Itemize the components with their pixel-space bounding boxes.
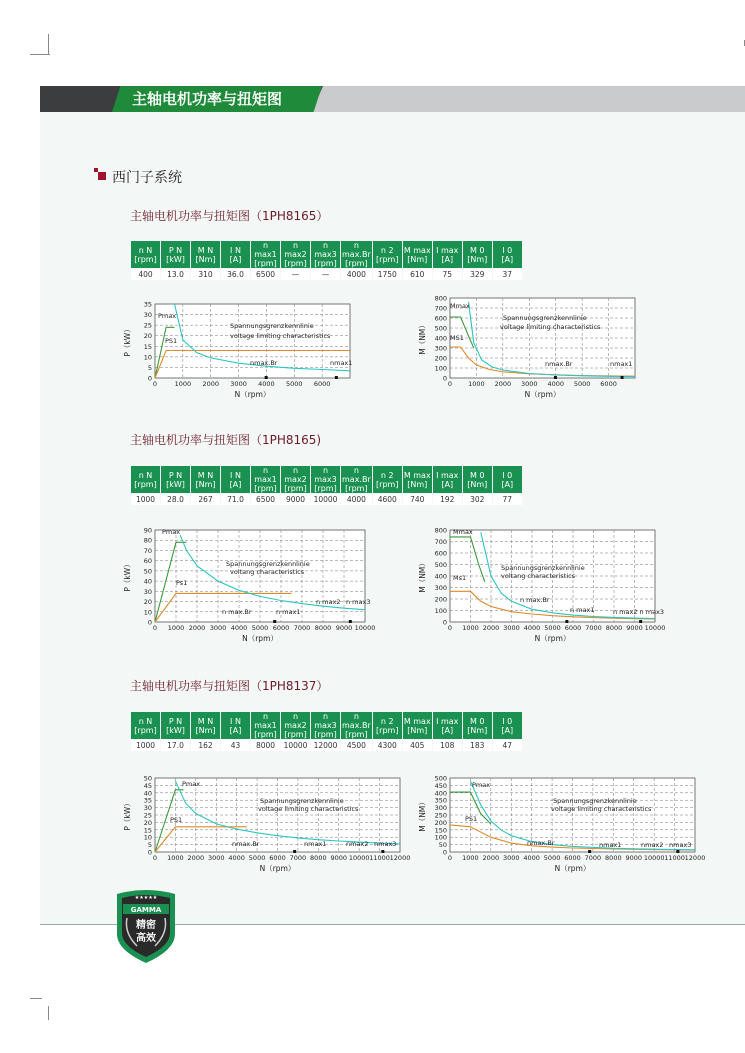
y-tick-label: 100 bbox=[434, 607, 447, 615]
x-axis-label: N（rpm） bbox=[242, 634, 278, 643]
x-tick-label: 0 bbox=[447, 380, 453, 388]
y-tick-label: 5 bbox=[147, 841, 152, 850]
speed-marker bbox=[293, 850, 296, 853]
speed-marker bbox=[639, 620, 642, 623]
spec-value-cell: 1750 bbox=[372, 269, 402, 281]
x-tick-label: 12000 bbox=[684, 854, 705, 862]
y-tick-label: 300 bbox=[434, 344, 447, 353]
x-axis-label: N（rpm） bbox=[534, 634, 571, 643]
x-tick-label: 8000 bbox=[314, 624, 332, 632]
spec-table bbox=[130, 711, 523, 752]
spec-header-cell: I max [A] bbox=[432, 712, 462, 740]
y-tick-label: 50 bbox=[143, 774, 152, 783]
x-tick-label: 3000 bbox=[209, 624, 227, 632]
y-tick-label: 30 bbox=[143, 804, 152, 813]
x-tick-label: 7000 bbox=[584, 854, 602, 862]
speed-marker bbox=[621, 376, 624, 379]
chart-annotation: Spannungsgrenzkennlinie bbox=[553, 797, 637, 805]
chart-annotation: Mmax bbox=[450, 302, 470, 310]
x-tick-label: 9000 bbox=[626, 624, 643, 632]
spec-header-cell: M N [Nm] bbox=[191, 466, 221, 494]
y-tick-label: 70 bbox=[143, 546, 152, 555]
x-tick-label: 10000 bbox=[643, 854, 665, 862]
x-tick-label: 6000 bbox=[269, 854, 286, 862]
crop-mark bbox=[30, 998, 42, 999]
spec-value-cell: 4000 bbox=[341, 494, 373, 506]
y-tick-label: 35 bbox=[143, 796, 152, 805]
spec-header-cell: M 0 [Nm] bbox=[462, 241, 492, 269]
spec-value-cell: 405 bbox=[402, 740, 432, 752]
x-tick-label: 4000 bbox=[547, 380, 564, 388]
chart-annotation: voltage limiting characteristics bbox=[258, 805, 359, 813]
spec-header-cell: n 2 [rpm] bbox=[372, 712, 402, 740]
x-tick-label: 11000 bbox=[369, 854, 390, 862]
torque-chart bbox=[415, 770, 705, 874]
x-axis-label: N（rpm） bbox=[259, 864, 296, 873]
speed-marker bbox=[554, 376, 557, 379]
spec-header-cell: n N [rpm] bbox=[131, 466, 161, 494]
crop-mark bbox=[30, 54, 50, 55]
chart-annotation: Pmax bbox=[182, 780, 201, 788]
spec-value-cell: 108 bbox=[432, 740, 462, 752]
x-tick-label: 7000 bbox=[585, 624, 602, 632]
x-tick-label: 5000 bbox=[543, 854, 561, 862]
x-tick-label: 6000 bbox=[272, 624, 290, 632]
spec-value-cell: 1000 bbox=[131, 740, 161, 752]
x-tick-label: 0 bbox=[152, 624, 158, 632]
spec-table bbox=[130, 240, 523, 281]
chart-annotation: Spannungsgrenzkennlinie bbox=[260, 797, 344, 805]
x-tick-label: 3000 bbox=[207, 854, 225, 862]
y-tick-label: 200 bbox=[434, 354, 447, 363]
spec-value-cell: 162 bbox=[191, 740, 221, 752]
spec-value-cell: 75 bbox=[432, 269, 462, 281]
chart-annotation: n max2 bbox=[316, 598, 341, 606]
chart-annotation: Mmax bbox=[453, 528, 473, 536]
spec-header-cell: n 2 [rpm] bbox=[372, 466, 402, 494]
spec-value-cell: 36.0 bbox=[221, 269, 251, 281]
x-tick-label: 6000 bbox=[564, 624, 582, 632]
y-tick-label: 700 bbox=[434, 304, 447, 313]
x-tick-label: 8000 bbox=[310, 854, 327, 862]
y-tick-label: 300 bbox=[434, 804, 447, 813]
spec-header-cell: n 2 [rpm] bbox=[372, 241, 402, 269]
spec-value-cell: 610 bbox=[402, 269, 432, 281]
y-axis-label: M（NM） bbox=[418, 321, 427, 355]
y-tick-label: 400 bbox=[434, 789, 447, 798]
spec-value-cell: 10000 bbox=[311, 494, 341, 506]
x-tick-label: 1000 bbox=[462, 624, 479, 632]
x-tick-label: 2000 bbox=[188, 624, 206, 632]
spec-value-cell: — bbox=[311, 269, 341, 281]
spec-header-cell: M 0 [Nm] bbox=[462, 466, 492, 494]
chart-annotation: voltang characteristics bbox=[230, 568, 305, 576]
x-tick-label: 9000 bbox=[330, 854, 348, 862]
y-tick-label: 60 bbox=[143, 557, 152, 566]
spec-value-cell: 17.0 bbox=[161, 740, 191, 752]
y-tick-label: 800 bbox=[434, 526, 447, 535]
y-tick-label: 40 bbox=[143, 577, 152, 586]
x-tick-label: 0 bbox=[447, 854, 453, 862]
y-tick-label: 500 bbox=[434, 561, 447, 569]
y-tick-label: 0 bbox=[147, 374, 152, 383]
chart-annotation: voltage limiting characteristics bbox=[500, 323, 601, 331]
chart-annotation: nmax3 bbox=[374, 840, 397, 848]
x-tick-label: 4000 bbox=[230, 624, 248, 632]
chart-annotation: Ms1 bbox=[453, 574, 467, 582]
chart-annotation: n max3 bbox=[346, 598, 371, 606]
x-tick-label: 5000 bbox=[248, 854, 266, 862]
spec-value-cell: 310 bbox=[191, 269, 221, 281]
y-tick-label: 400 bbox=[434, 572, 447, 581]
y-tick-label: 5 bbox=[147, 363, 152, 372]
spec-header-cell: n N [rpm] bbox=[131, 712, 161, 740]
spec-header-cell: I N [A] bbox=[221, 241, 251, 269]
y-tick-label: 10 bbox=[143, 833, 152, 842]
spec-header-cell: I 0 [A] bbox=[492, 466, 522, 494]
x-tick-label: 0 bbox=[152, 380, 158, 388]
y-axis-label: P（kW） bbox=[123, 560, 132, 592]
y-tick-label: 0 bbox=[147, 848, 152, 857]
x-tick-label: 7000 bbox=[293, 624, 311, 632]
spec-value-cell: 267 bbox=[191, 494, 221, 506]
y-tick-label: 400 bbox=[434, 334, 447, 343]
spec-header-cell: n max1 [rpm] bbox=[251, 466, 281, 494]
spec-value-cell: — bbox=[281, 269, 311, 281]
chart-annotation: nmax2 bbox=[346, 840, 369, 848]
x-axis-label: N（rpm） bbox=[234, 390, 271, 399]
spec-value-cell: 37 bbox=[492, 269, 522, 281]
torque-chart bbox=[415, 522, 665, 644]
x-tick-label: 10000 bbox=[348, 854, 370, 862]
chart-annotation: Spannungsgrenzkennlinie bbox=[226, 560, 310, 568]
speed-marker bbox=[565, 620, 568, 623]
chart-annotation: Pmax bbox=[162, 528, 181, 536]
spec-value-cell: 4600 bbox=[372, 494, 402, 506]
chart-annotation: nmax1 bbox=[304, 840, 327, 848]
spec-header-cell: n max2 [rpm] bbox=[281, 712, 311, 740]
chart-annotation: voltage limiting characteristics bbox=[551, 805, 652, 813]
x-tick-label: 2000 bbox=[202, 380, 219, 388]
y-tick-label: 10 bbox=[143, 353, 152, 362]
chart-annotation: nmax2 bbox=[641, 841, 664, 849]
y-tick-label: 20 bbox=[143, 598, 152, 607]
spec-header-cell: I 0 [A] bbox=[492, 712, 522, 740]
spec-value-cell: 71.0 bbox=[221, 494, 251, 506]
chart-annotation: n max1 bbox=[570, 606, 595, 614]
y-tick-label: 0 bbox=[442, 618, 447, 627]
chart-annotation: PS1 bbox=[170, 816, 183, 824]
badge-line2: 高效 bbox=[136, 933, 156, 944]
x-tick-label: 5000 bbox=[286, 380, 303, 388]
y-tick-label: 80 bbox=[143, 536, 152, 545]
spec-value-cell: 6500 bbox=[251, 494, 281, 506]
chart-annotation: nmax.Br bbox=[250, 359, 278, 367]
x-tick-label: 1000 bbox=[468, 380, 485, 388]
y-tick-label: 0 bbox=[442, 848, 447, 857]
spec-table bbox=[130, 465, 523, 506]
x-tick-label: 8000 bbox=[605, 624, 623, 632]
spec-value-cell: 47 bbox=[492, 740, 522, 752]
x-tick-label: 4000 bbox=[523, 624, 541, 632]
x-tick-label: 12000 bbox=[389, 854, 410, 862]
spec-value-cell: 1000 bbox=[131, 494, 161, 506]
y-tick-label: 30 bbox=[143, 587, 152, 596]
y-axis-label: P（kW） bbox=[123, 799, 132, 831]
spec-header-cell: n max3 [rpm] bbox=[311, 241, 341, 269]
spec-header-cell: n max1 [rpm] bbox=[251, 712, 281, 740]
crop-mark bbox=[48, 34, 49, 54]
y-tick-label: 35 bbox=[143, 300, 152, 309]
spec-header-cell: P N [kW] bbox=[161, 466, 191, 494]
x-tick-label: 9000 bbox=[335, 624, 353, 632]
x-tick-label: 2000 bbox=[494, 380, 512, 388]
x-tick-label: 1000 bbox=[462, 854, 479, 862]
spec-header-cell: n N [rpm] bbox=[131, 241, 161, 269]
chart-annotation: Spannungsgrenzkennlinie bbox=[503, 314, 587, 322]
spec-value-cell: 28.0 bbox=[161, 494, 191, 506]
x-axis-label: N（rpm） bbox=[524, 390, 561, 399]
y-tick-label: 600 bbox=[434, 314, 447, 323]
spec-value-cell: 8000 bbox=[251, 740, 281, 752]
power-chart bbox=[120, 770, 410, 874]
chart-annotation: Spannungsgrenzkennlinie bbox=[230, 322, 314, 330]
chart-annotation: n max1 bbox=[276, 608, 301, 616]
speed-marker bbox=[676, 850, 679, 853]
x-tick-label: 9000 bbox=[625, 854, 643, 862]
spec-value-cell: 192 bbox=[432, 494, 462, 506]
y-tick-label: 15 bbox=[143, 342, 152, 351]
chart-annotation: n max.Br bbox=[222, 608, 252, 616]
chart-annotation: nmax1 bbox=[610, 360, 633, 368]
x-tick-label: 0 bbox=[152, 854, 158, 862]
spec-header-cell: M N [Nm] bbox=[191, 241, 221, 269]
spec-value-cell: 329 bbox=[462, 269, 492, 281]
y-tick-label: 250 bbox=[434, 811, 447, 820]
section-marker bbox=[98, 172, 106, 180]
x-tick-label: 4000 bbox=[228, 854, 245, 862]
x-tick-label: 1000 bbox=[167, 624, 185, 632]
x-tick-label: 5000 bbox=[544, 624, 561, 632]
power-chart bbox=[120, 296, 360, 400]
badge-line1: 精密 bbox=[136, 920, 156, 931]
chart-annotation: nmax.Br bbox=[232, 840, 260, 848]
spec-value-cell: 183 bbox=[462, 740, 492, 752]
y-tick-label: 90 bbox=[143, 526, 152, 535]
spec-header-cell: M max [Nm] bbox=[402, 712, 432, 740]
speed-marker bbox=[273, 620, 276, 623]
y-tick-label: 0 bbox=[442, 374, 447, 383]
y-tick-label: 500 bbox=[434, 324, 447, 333]
y-tick-label: 600 bbox=[434, 549, 447, 558]
y-tick-label: 10 bbox=[143, 608, 152, 617]
spec-header-cell: M max [Nm] bbox=[402, 241, 432, 269]
speed-marker bbox=[588, 850, 591, 853]
chart-annotation: nmax3 bbox=[669, 841, 692, 849]
y-tick-label: 40 bbox=[143, 789, 152, 798]
chart-annotation: PS1 bbox=[165, 337, 178, 345]
chart-annotation: voltage limiting characteristics bbox=[230, 332, 331, 340]
y-tick-label: 300 bbox=[434, 584, 447, 592]
spec-header-cell: n max1 [rpm] bbox=[251, 241, 281, 269]
spec-header-cell: P N [kW] bbox=[161, 241, 191, 269]
x-tick-label: 4000 bbox=[258, 380, 275, 388]
chart-annotation: voltang characteristics bbox=[501, 572, 576, 580]
chart-annotation: n max2 n max3 bbox=[613, 608, 665, 616]
y-tick-label: 150 bbox=[434, 826, 447, 835]
y-tick-label: 350 bbox=[434, 796, 447, 805]
section-title: 西门子系统 bbox=[112, 170, 182, 186]
crop-mark bbox=[48, 1006, 49, 1020]
spec-header-cell: n max3 [rpm] bbox=[311, 712, 341, 740]
x-tick-label: 5000 bbox=[251, 624, 269, 632]
y-tick-label: 450 bbox=[434, 781, 447, 790]
gamma-badge bbox=[115, 888, 177, 964]
y-tick-label: 700 bbox=[434, 538, 447, 546]
x-tick-label: 6000 bbox=[564, 854, 581, 862]
y-tick-label: 20 bbox=[143, 332, 152, 341]
x-tick-label: 3000 bbox=[502, 854, 520, 862]
spec-value-cell: 12000 bbox=[311, 740, 341, 752]
speed-marker bbox=[381, 850, 384, 853]
spec-value-cell: 400 bbox=[131, 269, 161, 281]
x-tick-label: 8000 bbox=[605, 854, 622, 862]
spec-header-cell: M max [Nm] bbox=[402, 466, 432, 494]
y-tick-label: 50 bbox=[143, 567, 152, 576]
speed-marker bbox=[349, 620, 352, 623]
spec-header-cell: n max2 [rpm] bbox=[281, 466, 311, 494]
spec-header-cell: n max.Br [rpm] bbox=[342, 712, 371, 739]
x-tick-label: 4000 bbox=[523, 854, 540, 862]
chart-annotation: nmax.Br bbox=[527, 839, 555, 847]
speed-marker bbox=[335, 376, 338, 379]
spec-value-cell: 4300 bbox=[372, 740, 402, 752]
x-tick-label: 2000 bbox=[187, 854, 205, 862]
chart-annotation: Ps1 bbox=[176, 579, 188, 587]
chart-annotation: nmax.Br bbox=[545, 360, 573, 368]
spec-header-cell: n max.Br [rpm] bbox=[342, 241, 371, 268]
y-tick-label: 15 bbox=[143, 826, 152, 835]
x-axis-label: N（rpm） bbox=[554, 864, 591, 873]
x-tick-label: 0 bbox=[447, 624, 453, 632]
page-title: 主轴电机功率与扭矩图 bbox=[132, 90, 283, 108]
badge-brand: GAMMA bbox=[130, 906, 162, 914]
chart-annotation: Spannungsgrenzkennlinie bbox=[501, 564, 585, 572]
chart-annotation: nmax1 bbox=[330, 359, 353, 367]
torque-chart bbox=[415, 290, 645, 400]
star-icon: ★★★★★ bbox=[134, 895, 158, 901]
power-chart bbox=[120, 522, 375, 644]
x-tick-label: 2000 bbox=[482, 854, 500, 862]
spec-header-cell: I max [A] bbox=[432, 466, 462, 494]
chart-annotation: PS1 bbox=[465, 815, 478, 823]
x-tick-label: 10000 bbox=[644, 624, 665, 632]
chart-annotation: nmax1 bbox=[599, 841, 622, 849]
block-title: 主轴电机功率与扭矩图（1PH8165） bbox=[130, 209, 329, 223]
x-tick-label: 1000 bbox=[167, 854, 184, 862]
spec-header-cell: I N [A] bbox=[221, 712, 251, 740]
x-tick-label: 1000 bbox=[174, 380, 192, 388]
spec-value-cell: 4000 bbox=[341, 269, 373, 281]
x-tick-label: 3000 bbox=[230, 380, 247, 388]
x-tick-label: 10000 bbox=[354, 624, 375, 632]
y-tick-label: 0 bbox=[147, 618, 152, 627]
x-tick-label: 7000 bbox=[289, 854, 307, 862]
spec-header-cell: n max2 [rpm] bbox=[281, 241, 311, 269]
spec-value-cell: 6500 bbox=[251, 269, 281, 281]
spec-header-cell: n max.Br [rpm] bbox=[342, 466, 371, 493]
spec-value-cell: 9000 bbox=[281, 494, 311, 506]
y-tick-label: 200 bbox=[434, 818, 447, 827]
x-tick-label: 3000 bbox=[503, 624, 520, 632]
y-tick-label: 25 bbox=[143, 321, 152, 330]
spec-header-cell: M N [Nm] bbox=[191, 712, 221, 740]
spec-value-cell: 77 bbox=[492, 494, 522, 506]
spec-value-cell: 43 bbox=[221, 740, 251, 752]
y-tick-label: 100 bbox=[434, 364, 447, 373]
y-tick-label: 20 bbox=[143, 818, 152, 827]
spec-value-cell: 302 bbox=[462, 494, 492, 506]
x-tick-label: 6000 bbox=[600, 380, 617, 388]
y-tick-label: 500 bbox=[434, 774, 447, 783]
y-tick-label: 25 bbox=[143, 811, 152, 820]
block-title: 主轴电机功率与扭矩图（1PH8165) bbox=[130, 433, 322, 447]
spec-header-cell: I max [A] bbox=[432, 241, 462, 269]
spec-value-cell: 740 bbox=[402, 494, 432, 506]
y-tick-label: 45 bbox=[143, 781, 152, 790]
y-tick-label: 50 bbox=[438, 841, 447, 850]
speed-marker bbox=[265, 376, 268, 379]
chart-annotation: Pmax bbox=[158, 312, 177, 320]
y-tick-label: 30 bbox=[143, 311, 152, 320]
x-tick-label: 11000 bbox=[664, 854, 685, 862]
y-axis-label: P（kW） bbox=[123, 325, 132, 357]
x-tick-label: 6000 bbox=[313, 380, 331, 388]
spec-value-cell: 10000 bbox=[281, 740, 311, 752]
spec-header-cell: n max3 [rpm] bbox=[311, 466, 341, 494]
chart-annotation: MS1 bbox=[450, 334, 464, 342]
chart-annotation: n max.Br bbox=[520, 596, 550, 604]
x-tick-label: 2000 bbox=[482, 624, 500, 632]
spec-value-cell: 13.0 bbox=[161, 269, 191, 281]
spec-header-cell: P N [kW] bbox=[161, 712, 191, 740]
y-tick-label: 800 bbox=[434, 294, 447, 303]
x-tick-label: 5000 bbox=[573, 380, 591, 388]
x-tick-label: 3000 bbox=[521, 380, 538, 388]
spec-header-cell: I 0 [A] bbox=[492, 241, 522, 269]
y-tick-label: 200 bbox=[434, 595, 447, 604]
spec-value-cell: 4500 bbox=[341, 740, 373, 752]
y-tick-label: 100 bbox=[434, 833, 447, 842]
y-axis-label: M（NM） bbox=[418, 559, 427, 593]
spec-header-cell: M 0 [Nm] bbox=[462, 712, 492, 740]
chart-annotation: Pmax bbox=[472, 781, 491, 789]
block-title: 主轴电机功率与扭矩图（1PH8137） bbox=[130, 679, 329, 693]
spec-header-cell: I N [A] bbox=[221, 466, 251, 494]
y-axis-label: M（NM） bbox=[418, 798, 427, 832]
